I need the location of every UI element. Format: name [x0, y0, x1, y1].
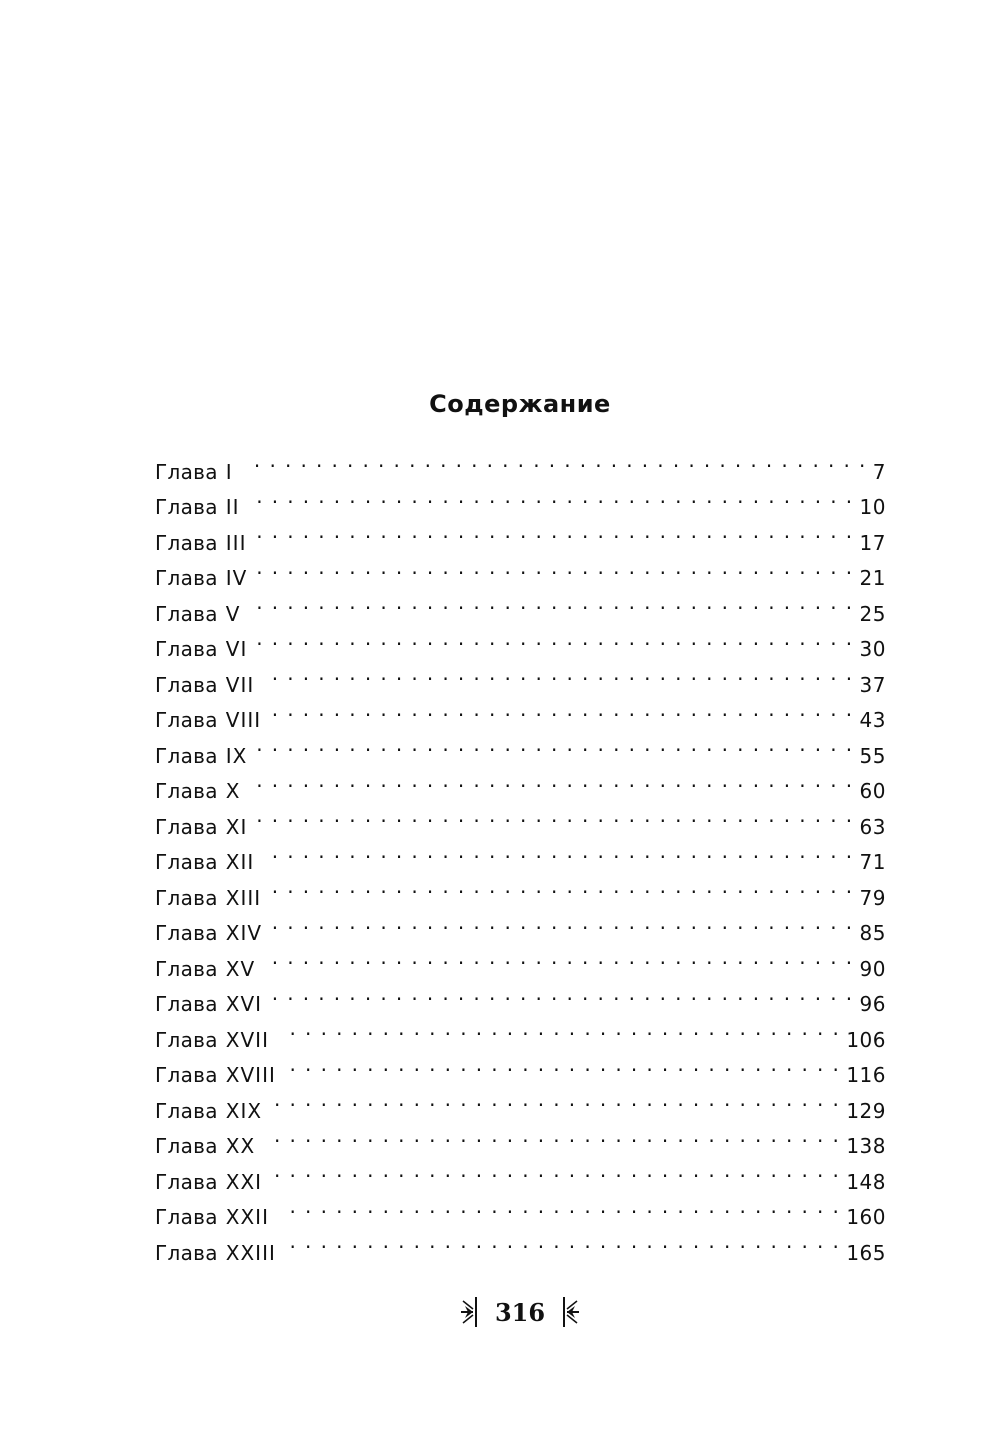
toc-page-number: 37 — [859, 672, 886, 697]
toc-chapter-label — [155, 1165, 272, 1201]
chapter-numeral: XXI — [225, 1169, 263, 1194]
toc-page-number: 71 — [859, 850, 886, 874]
chapter-word: Глава — [155, 708, 218, 732]
dot-leader — [272, 1153, 840, 1189]
dot-leader — [271, 692, 853, 728]
dot-leader — [265, 1118, 840, 1154]
toc-page-number: 63 — [859, 814, 886, 839]
dot-leader — [272, 905, 853, 941]
toc-entry[interactable] — [155, 869, 886, 910]
dot-leader — [272, 1082, 840, 1118]
dot-leader — [243, 443, 867, 479]
toc-entry[interactable] — [155, 940, 886, 981]
dot-leader — [256, 514, 853, 550]
chapter-word: Глава — [155, 495, 218, 519]
chapter-numeral: XV — [225, 956, 256, 981]
chapter-word: Глава — [155, 814, 218, 839]
toc-page-number: 55 — [859, 743, 886, 768]
chapter-numeral: XXII — [225, 1205, 269, 1229]
dot-leader — [250, 763, 853, 799]
chapter-word: Глава — [155, 672, 218, 697]
toc-chapter-label — [155, 1200, 279, 1236]
toc-page-number: 7 — [872, 459, 886, 484]
chapter-word: Глава — [155, 779, 218, 803]
dot-leader — [279, 1011, 840, 1047]
chapter-numeral: XVI — [225, 992, 263, 1016]
toc-chapter-label — [155, 810, 257, 846]
toc-chapter-label — [155, 1023, 279, 1059]
toc-page-number: 116 — [846, 1063, 886, 1087]
page-footer — [0, 1295, 987, 1329]
toc-chapter-label — [155, 1094, 272, 1130]
chapter-numeral: VI — [225, 637, 248, 661]
toc-chapter-label — [155, 455, 243, 491]
toc-page-number: 165 — [846, 1240, 886, 1265]
toc-entry[interactable] — [155, 585, 886, 626]
toc-page-number: 96 — [859, 992, 886, 1016]
toc-list — [155, 443, 886, 1265]
toc-chapter-label — [155, 490, 250, 526]
chapter-word: Глава — [155, 566, 218, 590]
dot-leader — [286, 1224, 840, 1260]
toc-chapter-label — [155, 1129, 265, 1165]
chapter-word: Глава — [155, 459, 218, 484]
toc-page-number: 85 — [859, 921, 886, 945]
toc-chapter-label — [155, 952, 265, 988]
chapter-numeral: I — [225, 459, 233, 484]
toc-chapter-label — [155, 916, 272, 952]
arrow-ornament-left-icon — [459, 1295, 481, 1329]
dot-leader — [250, 479, 854, 515]
toc-page-number: 129 — [846, 1098, 886, 1123]
toc-page-number: 60 — [859, 779, 886, 803]
toc-chapter-label — [155, 526, 256, 562]
chapter-word: Глава — [155, 1098, 218, 1123]
dot-leader — [271, 869, 853, 905]
toc-chapter-label — [155, 845, 264, 881]
toc-entry[interactable] — [155, 763, 886, 803]
toc-chapter-label — [155, 1058, 286, 1094]
chapter-numeral: XIX — [225, 1098, 263, 1123]
chapter-numeral: III — [225, 530, 247, 555]
chapter-word: Глава — [155, 1063, 218, 1087]
chapter-numeral: XXIII — [225, 1240, 276, 1265]
toc-chapter-label — [155, 668, 264, 704]
toc-entry[interactable] — [155, 1118, 886, 1158]
dot-leader — [272, 976, 853, 1012]
toc-chapter-label — [155, 632, 257, 668]
chapter-numeral: X — [225, 779, 241, 803]
toc-page-number: 106 — [846, 1027, 886, 1052]
chapter-numeral: II — [225, 495, 240, 519]
toc-page-number: 148 — [846, 1169, 886, 1194]
toc-page-number: 25 — [859, 601, 886, 626]
toc-page-number: 79 — [859, 885, 886, 910]
chapter-word: Глава — [155, 1027, 218, 1052]
toc-entry[interactable] — [155, 479, 886, 519]
toc-entry[interactable] — [155, 443, 886, 484]
chapter-word: Глава — [155, 992, 218, 1016]
toc-page-number: 43 — [859, 708, 886, 732]
toc-entry[interactable] — [155, 621, 886, 661]
chapter-numeral: XX — [225, 1134, 256, 1158]
dot-leader — [279, 1189, 840, 1225]
toc-entry[interactable] — [155, 692, 886, 732]
chapter-numeral: VII — [225, 672, 255, 697]
chapter-numeral: V — [225, 601, 241, 626]
chapter-word: Глава — [155, 743, 218, 768]
toc-title: Содержание — [429, 390, 611, 418]
dot-leader — [257, 621, 853, 657]
dot-leader — [264, 656, 853, 692]
dot-leader — [257, 550, 853, 586]
toc-chapter-label — [155, 703, 271, 739]
chapter-numeral: XVII — [225, 1027, 269, 1052]
toc-chapter-label — [155, 561, 257, 597]
chapter-word: Глава — [155, 1240, 218, 1265]
toc-entry[interactable] — [155, 656, 886, 697]
chapter-numeral: XII — [225, 850, 255, 874]
chapter-word: Глава — [155, 921, 218, 945]
chapter-numeral: XIII — [225, 885, 262, 910]
arrow-ornament-right-icon — [559, 1295, 581, 1329]
dot-leader — [250, 585, 853, 621]
chapter-word: Глава — [155, 885, 218, 910]
dot-leader — [257, 798, 853, 834]
chapter-word: Глава — [155, 601, 218, 626]
chapter-numeral: XIV — [225, 921, 263, 945]
toc-chapter-label — [155, 881, 271, 917]
chapter-word: Глава — [155, 850, 218, 874]
page-number: 316 — [494, 1297, 546, 1327]
chapter-word: Глава — [155, 637, 218, 661]
toc-chapter-label — [155, 774, 250, 810]
chapter-numeral: XVIII — [225, 1063, 276, 1087]
dot-leader — [257, 727, 853, 763]
toc-page-number: 160 — [846, 1205, 886, 1229]
dot-leader — [265, 940, 853, 976]
dot-leader — [286, 1047, 840, 1083]
toc-entry[interactable] — [155, 550, 886, 590]
chapter-word: Глава — [155, 1134, 218, 1158]
chapter-numeral: IV — [225, 566, 248, 590]
chapter-numeral: IX — [225, 743, 248, 768]
toc-entry[interactable] — [155, 834, 886, 874]
toc-page-number: 21 — [859, 566, 886, 590]
chapter-word: Глава — [155, 1169, 218, 1194]
chapter-word: Глава — [155, 956, 218, 981]
toc-entry[interactable] — [155, 514, 886, 555]
toc-page-number: 138 — [846, 1134, 886, 1158]
toc-entry[interactable] — [155, 727, 886, 768]
chapter-word: Глава — [155, 1205, 218, 1229]
dot-leader — [264, 834, 853, 870]
toc-page-number: 30 — [859, 637, 886, 661]
toc-page-number: 10 — [859, 495, 886, 519]
chapter-numeral: XI — [225, 814, 248, 839]
toc-page-number: 90 — [859, 956, 886, 981]
toc-page-number: 17 — [859, 530, 886, 555]
toc-chapter-label — [155, 739, 257, 775]
toc-chapter-label — [155, 597, 250, 633]
chapter-numeral: VIII — [225, 708, 262, 732]
chapter-word: Глава — [155, 530, 218, 555]
toc-entry[interactable] — [155, 798, 886, 839]
toc-chapter-label — [155, 987, 272, 1023]
toc-chapter-label — [155, 1236, 286, 1272]
